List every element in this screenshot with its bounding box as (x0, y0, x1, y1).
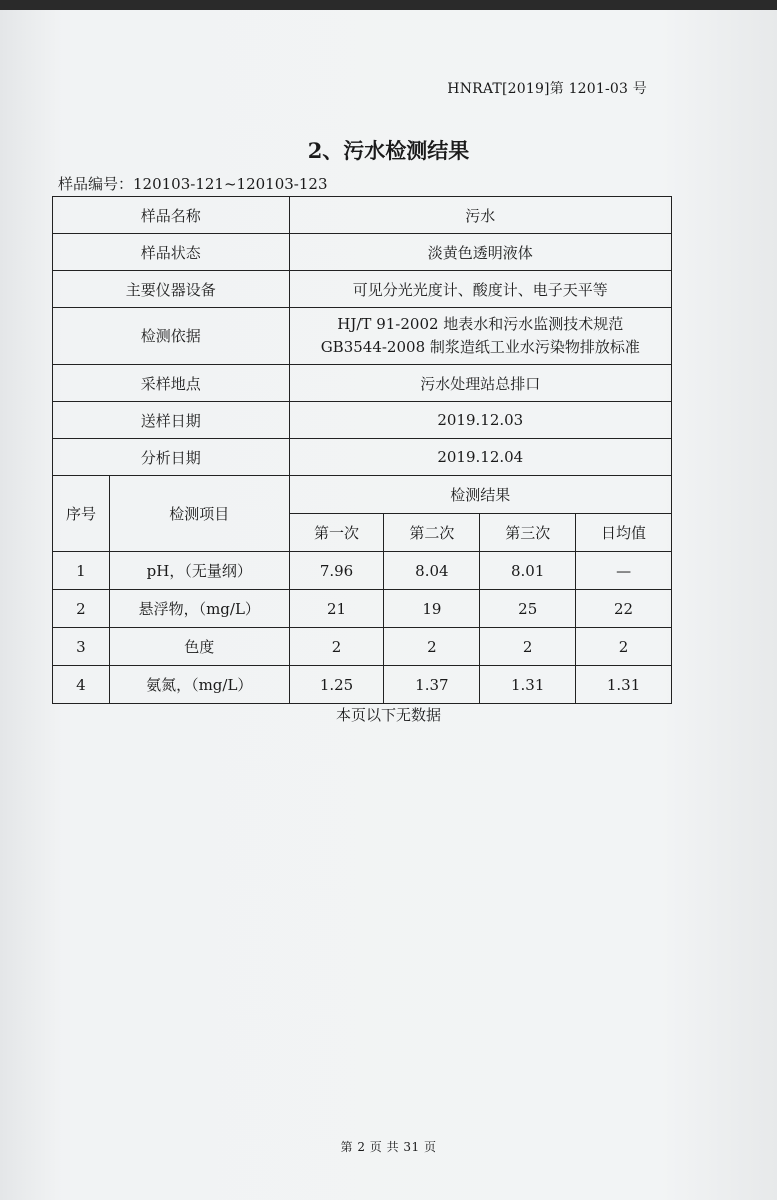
row-value: 2019.12.04 (289, 439, 671, 476)
cell-value: 8.04 (384, 552, 480, 590)
cell-avg: — (576, 552, 672, 590)
cell-seq: 2 (53, 590, 110, 628)
row-value: 淡黄色透明液体 (289, 234, 671, 271)
cell-value: 19 (384, 590, 480, 628)
row-label: 样品状态 (53, 234, 290, 271)
row-label: 分析日期 (53, 439, 290, 476)
cell-value: 21 (289, 590, 384, 628)
table-row (53, 271, 672, 308)
table-row (53, 590, 672, 628)
no-more-data-note: 本页以下无数据 (335, 706, 441, 724)
page-number: 第 2 页 共 31 页 (340, 1140, 437, 1154)
row-value: 2019.12.03 (289, 402, 671, 439)
row-label: 采样地点 (53, 365, 290, 402)
header-col: 第三次 (480, 514, 576, 552)
table-row (53, 628, 672, 666)
header-item: 检测项目 (109, 476, 289, 552)
cell-value: 7.96 (289, 552, 384, 590)
cell-value: 1.37 (384, 666, 480, 704)
header-col: 第二次 (384, 514, 480, 552)
cell-avg: 2 (576, 628, 672, 666)
table-row (53, 197, 672, 234)
row-label: 主要仪器设备 (53, 271, 290, 308)
table-row (53, 552, 672, 590)
table-row (53, 402, 672, 439)
cell-avg: 22 (576, 590, 672, 628)
results-table (52, 196, 672, 704)
cell-seq: 3 (53, 628, 110, 666)
header-col: 日均值 (576, 514, 672, 552)
cell-seq: 4 (53, 666, 110, 704)
header-seq: 序号 (53, 476, 110, 552)
section-title: 2、污水检测结果 (307, 138, 470, 163)
cell-item: pH，（无量纲） (109, 552, 289, 590)
document-page (0, 10, 777, 1200)
row-value: 污水 (289, 197, 671, 234)
basis-line: HJ/T 91-2002 地表水和污水监测技术规范 (337, 315, 624, 333)
basis-line: GB3544-2008 制浆造纸工业水污染物排放标准 (320, 338, 640, 356)
row-label: 送样日期 (53, 402, 290, 439)
table-row (53, 308, 672, 365)
cell-item: 色度 (109, 628, 289, 666)
cell-value: 8.01 (480, 552, 576, 590)
document-number: HNRAT[2019]第 1201-03 号 (447, 81, 647, 97)
row-value: 污水处理站总排口 (289, 365, 671, 402)
table-row (53, 234, 672, 271)
cell-value: 1.25 (289, 666, 384, 704)
row-label: 检测依据 (53, 308, 290, 365)
row-label: 样品名称 (53, 197, 290, 234)
cell-item: 悬浮物，（mg/L） (109, 590, 289, 628)
cell-value: 2 (480, 628, 576, 666)
header-result: 检测结果 (289, 476, 671, 514)
table-row (53, 365, 672, 402)
row-value (289, 308, 671, 365)
header-col: 第一次 (289, 514, 384, 552)
cell-value: 1.31 (480, 666, 576, 704)
cell-seq: 1 (53, 552, 110, 590)
cell-value: 25 (480, 590, 576, 628)
row-value: 可见分光光度计、酸度计、电子天平等 (289, 271, 671, 308)
cell-value: 2 (289, 628, 384, 666)
cell-avg: 1.31 (576, 666, 672, 704)
sample-number: 样品编号：120103-121~120103-123 (58, 175, 328, 193)
table-row (53, 666, 672, 704)
table-row (53, 439, 672, 476)
table-header-row (53, 476, 672, 514)
cell-value: 2 (384, 628, 480, 666)
cell-item: 氨氮，（mg/L） (109, 666, 289, 704)
